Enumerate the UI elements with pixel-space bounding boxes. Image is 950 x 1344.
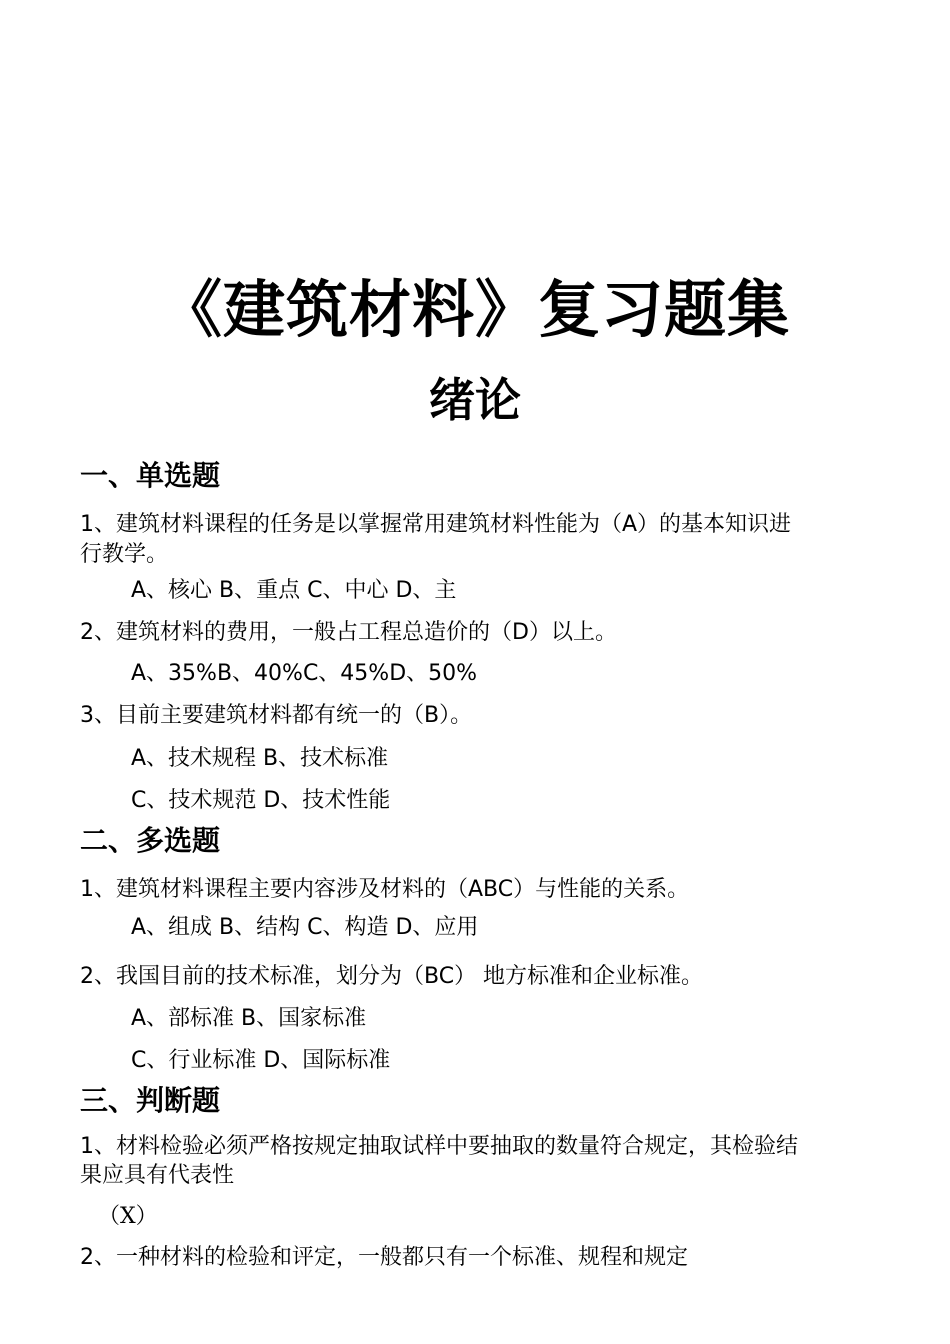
question-text: 1、建筑材料课程的任务是以掌握常用建筑材料性能为（A）的基本知识进	[80, 512, 792, 537]
question-text: 2、建筑材料的费用，一般占工程总造价的（D）以上。	[80, 620, 617, 645]
question-options: A、组成 B、结构 C、构造 D、应用	[131, 915, 479, 940]
question-text: 1、材料检验必须严格按规定抽取试样中要抽取的数量符合规定，其检验结	[80, 1134, 798, 1159]
question-text: 1、建筑材料课程主要内容涉及材料的（ABC）与性能的关系。	[80, 877, 690, 902]
question-options: A、核心 B、重点 C、中心 D、主	[131, 578, 457, 603]
section-heading-single-choice: 一、单选题	[80, 459, 221, 492]
question-answer: （X）	[98, 1204, 158, 1229]
question-text: 3、目前主要建筑材料都有统一的（B）。	[80, 703, 473, 728]
document-subtitle: 绪论	[429, 373, 521, 427]
section-heading-multiple-choice: 二、多选题	[80, 824, 221, 857]
document-title: 《建筑材料》复习题集	[159, 273, 790, 346]
question-text: 2、我国目前的技术标准，划分为（BC） 地方标准和企业标准。	[80, 964, 704, 989]
section-heading-true-false: 三、判断题	[80, 1084, 221, 1117]
question-options: A、部标准 B、国家标准	[131, 1006, 367, 1031]
question-text-continued: 果应具有代表性	[80, 1163, 235, 1188]
question-options: C、技术规范 D、技术性能	[131, 788, 391, 813]
question-options: A、技术规程 B、技术标准	[131, 746, 389, 771]
question-text: 2、一种材料的检验和评定，一般都只有一个标准、规程和规定	[80, 1245, 688, 1270]
question-options: C、行业标准 D、国际标准	[131, 1048, 391, 1073]
question-text-continued: 行教学。	[80, 542, 169, 567]
question-options: A、35%B、40%C、45%D、50%	[131, 661, 478, 686]
